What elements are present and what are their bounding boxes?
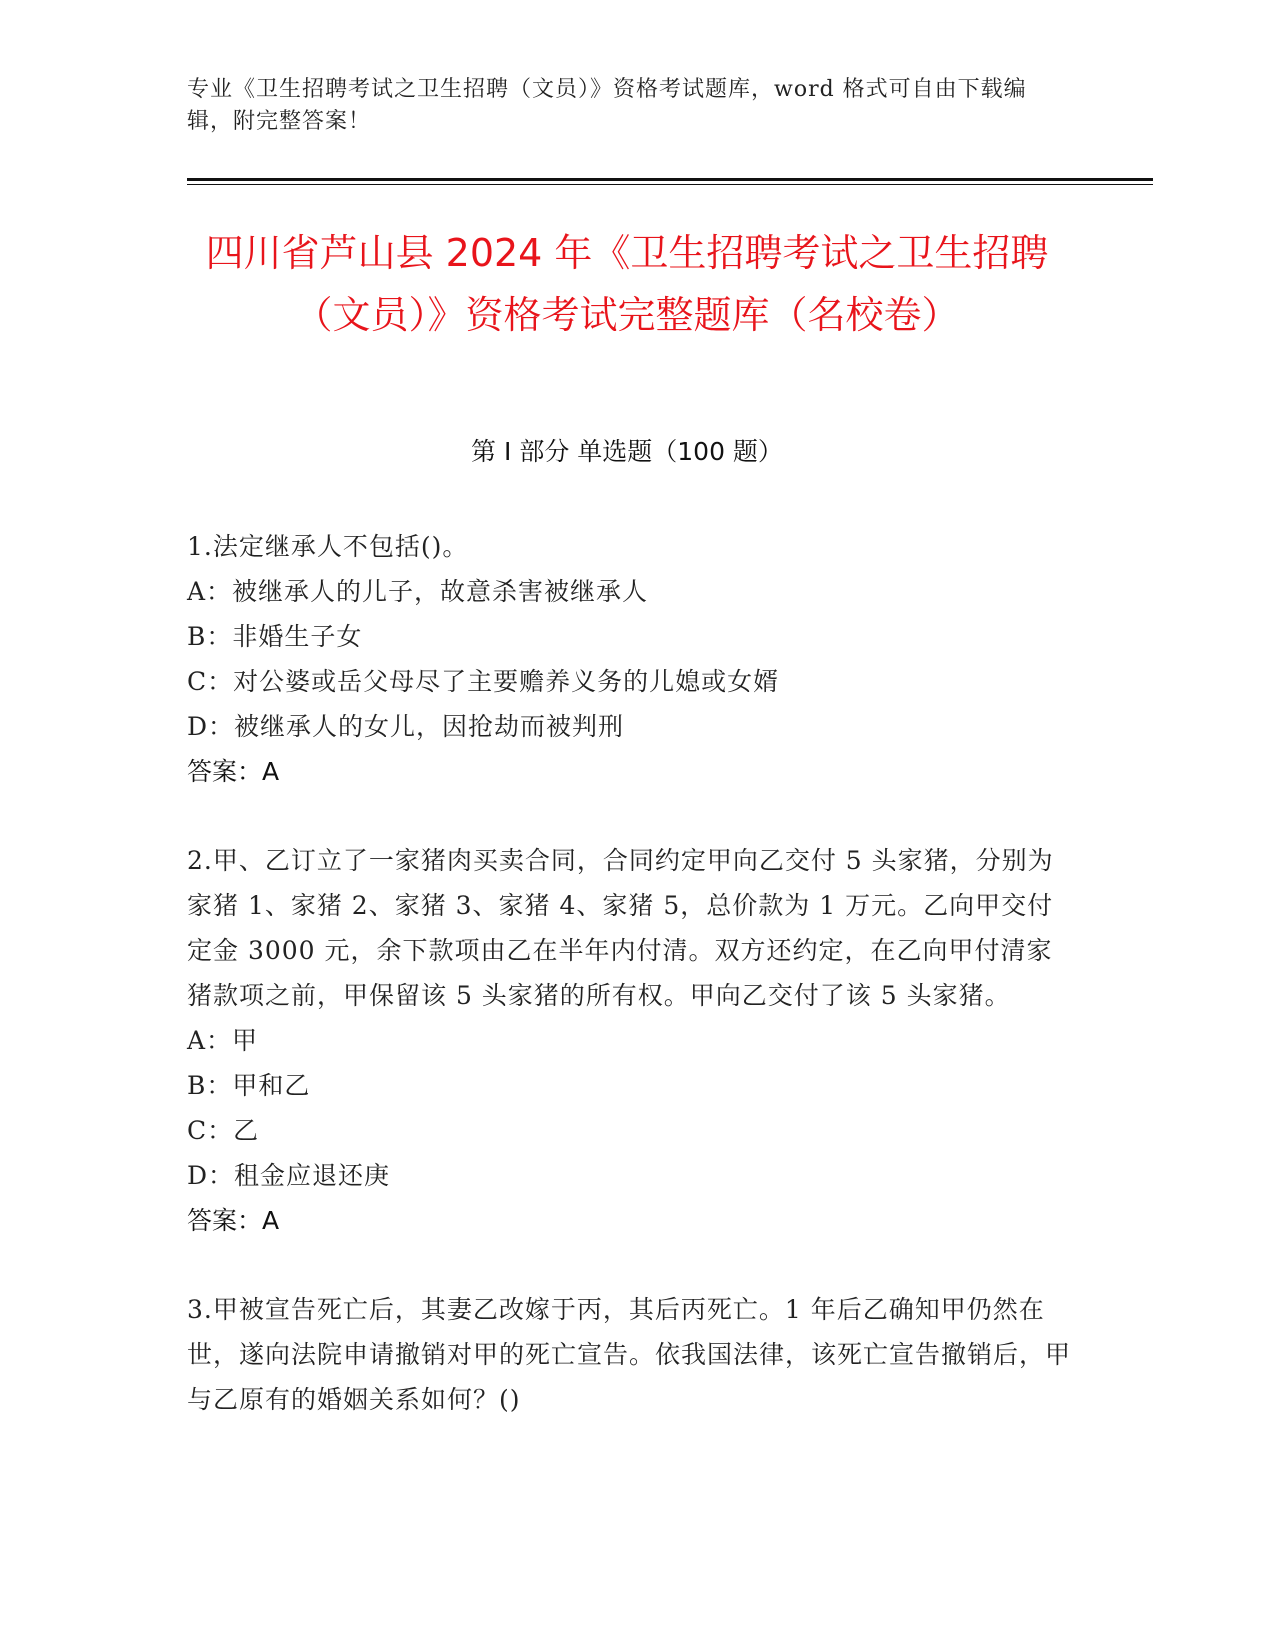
question-spacer (187, 794, 1077, 838)
question-list (187, 524, 1077, 1422)
question-stem: 2.甲、乙订立了一家猪肉买卖合同，合同约定甲向乙交付 5 头家猪，分别为家猪 1、家猪 2、家猪 3、家猪 4、家猪 5，总价款为 1 万元。乙向甲交付定金 3000 元，余下款项由乙在半年内付清。双方还约定，在乙向甲付清家猪款项之前，甲保留该 5 头家猪的所有权。甲向乙交付了该 5 头家猪。 (187, 846, 1054, 1010)
option-c: C：对公婆或岳父母尽了主要赡养义务的儿媳或女婿 (187, 667, 780, 696)
question-3 (187, 1287, 1077, 1422)
answer: 答案：A (187, 757, 280, 786)
document-title: 四川省芦山县 2024 年《卫生招聘考试之卫生招聘（文员）》资格考试完整题库（名校卷） (205, 231, 1049, 337)
question-stem: 1.法定继承人不包括()。 (187, 532, 469, 561)
option-d: D：租金应退还庚 (187, 1161, 391, 1190)
option-b: B：甲和乙 (187, 1071, 311, 1100)
question-spacer (187, 1243, 1077, 1287)
option-d: D：被继承人的女儿，因抢劫而被判刑 (187, 712, 625, 741)
header-note: 专业《卫生招聘考试之卫生招聘（文员）》资格考试题库，word 格式可自由下载编辑，附完整答案！ (187, 77, 1027, 134)
question-stem: 3.甲被宣告死亡后，其妻乙改嫁于丙，其后丙死亡。1 年后乙确知甲仍然在世，遂向法院申请撤销对甲的死亡宣告。依我国法律，该死亡宣告撤销后，甲与乙原有的婚姻关系如何？() (187, 1295, 1072, 1414)
question-2 (187, 838, 1077, 1243)
option-a: A：甲 (187, 1026, 259, 1055)
answer: 答案：A (187, 1206, 280, 1235)
question-1 (187, 524, 1077, 794)
option-a: A：被继承人的儿子，故意杀害被继承人 (187, 577, 649, 606)
header-divider-thin (187, 184, 1153, 185)
section-title: 第 I 部分 单选题（100 题） (471, 437, 783, 466)
option-b: B：非婚生子女 (187, 622, 363, 651)
header-divider-thick (187, 178, 1153, 181)
option-c: C：乙 (187, 1116, 260, 1145)
